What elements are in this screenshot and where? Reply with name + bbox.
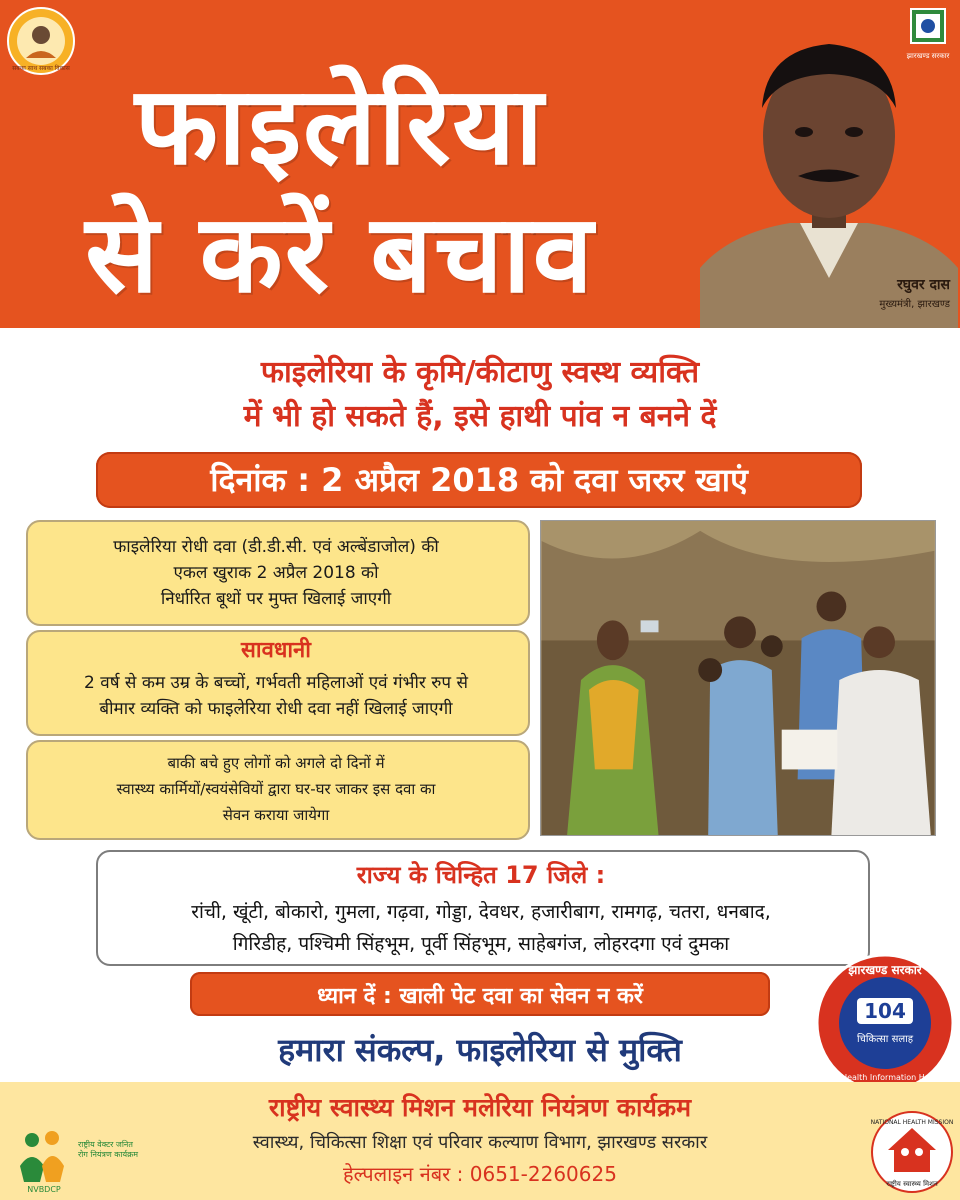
svg-text:झारखण्ड सरकार: झारखण्ड सरकार xyxy=(848,963,922,977)
chief-minister-designation: मुख्यमंत्री, झारखण्ड xyxy=(879,299,950,310)
intro-line2: में भी हो सकते हैं, इसे हाथी पांव न बनने दें xyxy=(243,399,717,434)
department-name: स्वास्थ्य, चिकित्सा शिक्षा एवं परिवार कल्याण विभाग, झारखण्ड सरकार xyxy=(252,1132,708,1153)
districts-title: राज्य के चिन्हित 17 जिले : xyxy=(356,861,606,889)
svg-text:24x7 Health Information Helpli: 24x7 Health Information Helpline xyxy=(818,1073,952,1082)
door-to-door-line2: स्वास्थ्य कार्मियों/स्वयंसेवियों द्वारा घर-घर जाकर इस दवा का xyxy=(116,780,436,798)
svg-text:NATIONAL HEALTH MISSION: NATIONAL HEALTH MISSION xyxy=(870,1119,954,1126)
dosage-line1: फाइलेरिया रोधी दवा (डी.डी.सी. एवं अल्बेंडाजोल) की xyxy=(113,537,439,557)
chief-minister-name: रघुवर दास xyxy=(897,277,950,293)
dosage-line3: निर्धारित बूथों पर मुफ्त खिलाई जाएगी xyxy=(160,589,392,609)
caution-line1: 2 वर्ष से कम उम्र के बच्चों, गर्भवती महिलाओं एवं गंभीर रुप से xyxy=(84,673,468,693)
caution-line2: बीमार व्यक्ति को फाइलेरिया रोधी दवा नहीं खिलाई जाएगी xyxy=(99,699,453,719)
svg-text:104: 104 xyxy=(864,999,906,1023)
svg-text:राष्ट्रीय स्वास्थ्य मिशन: राष्ट्रीय स्वास्थ्य मिशन xyxy=(886,1180,938,1188)
svg-text:झारखण्ड सरकार: झारखण्ड सरकार xyxy=(906,52,950,60)
svg-text:सबका साथ सबका विकास: सबका साथ सबका विकास xyxy=(12,65,70,72)
helpline-104-badge-icon xyxy=(814,952,956,1094)
resolution-slogan: हमारा संकल्प, फाइलेरिया से मुक्ति xyxy=(278,1031,682,1069)
districts-line1: रांची, खूंटी, बोकारो, गुमला, गढ़वा, गोड्डा, देवधर, हजारीबाग, रामगढ़, चतरा, धनबाद, xyxy=(191,901,771,923)
medicine-distribution-photo xyxy=(540,520,936,836)
main-title-line1: फाइलेरिया xyxy=(134,64,546,189)
door-to-door-line1: बाकी बचे हुए लोगों को अगले दो दिनों में xyxy=(167,754,385,772)
main-title-line2: से करें बचाव xyxy=(85,192,595,317)
svg-text:NVBDCP: NVBDCP xyxy=(27,1185,61,1194)
nvbdcp-logo-icon xyxy=(12,1126,76,1194)
caution-title: सावधानी xyxy=(241,638,311,663)
svg-text:चिकित्सा सलाह: चिकित्सा सलाह xyxy=(856,1034,914,1045)
date-banner-text: दिनांक : 2 अप्रैल 2018 को दवा जरुर खाएं xyxy=(210,461,748,499)
empty-stomach-note: ध्यान दें : खाली पेट दवा का सेवन न करें xyxy=(317,984,643,1009)
intro-line1: फाइलेरिया के कृमि/कीटाणु स्वस्थ व्यक्ति xyxy=(260,355,700,390)
program-name: राष्ट्रीय स्वास्थ्य मिशन मलेरिया नियंत्रण कार्यक्रम xyxy=(268,1093,692,1122)
national-health-mission-logo-icon xyxy=(870,1110,954,1194)
door-to-door-line3: सेवन कराया जायेगा xyxy=(222,806,330,824)
dosage-line2: एकल खुराक 2 अप्रैल 2018 को xyxy=(173,563,379,583)
districts-line2: गिरिडीह, पश्चिमी सिंहभूम, पूर्वी सिंहभूम, साहेबगंज, लोहरदगा एवं दुमका xyxy=(232,933,730,955)
helpline-number: हेल्पलाइन नंबर : 0651-2260625 xyxy=(343,1162,617,1186)
nvbdcp-text: राष्ट्रीय वेक्टर जनित रोग नियंत्रण कार्यक्रम xyxy=(78,1140,139,1159)
